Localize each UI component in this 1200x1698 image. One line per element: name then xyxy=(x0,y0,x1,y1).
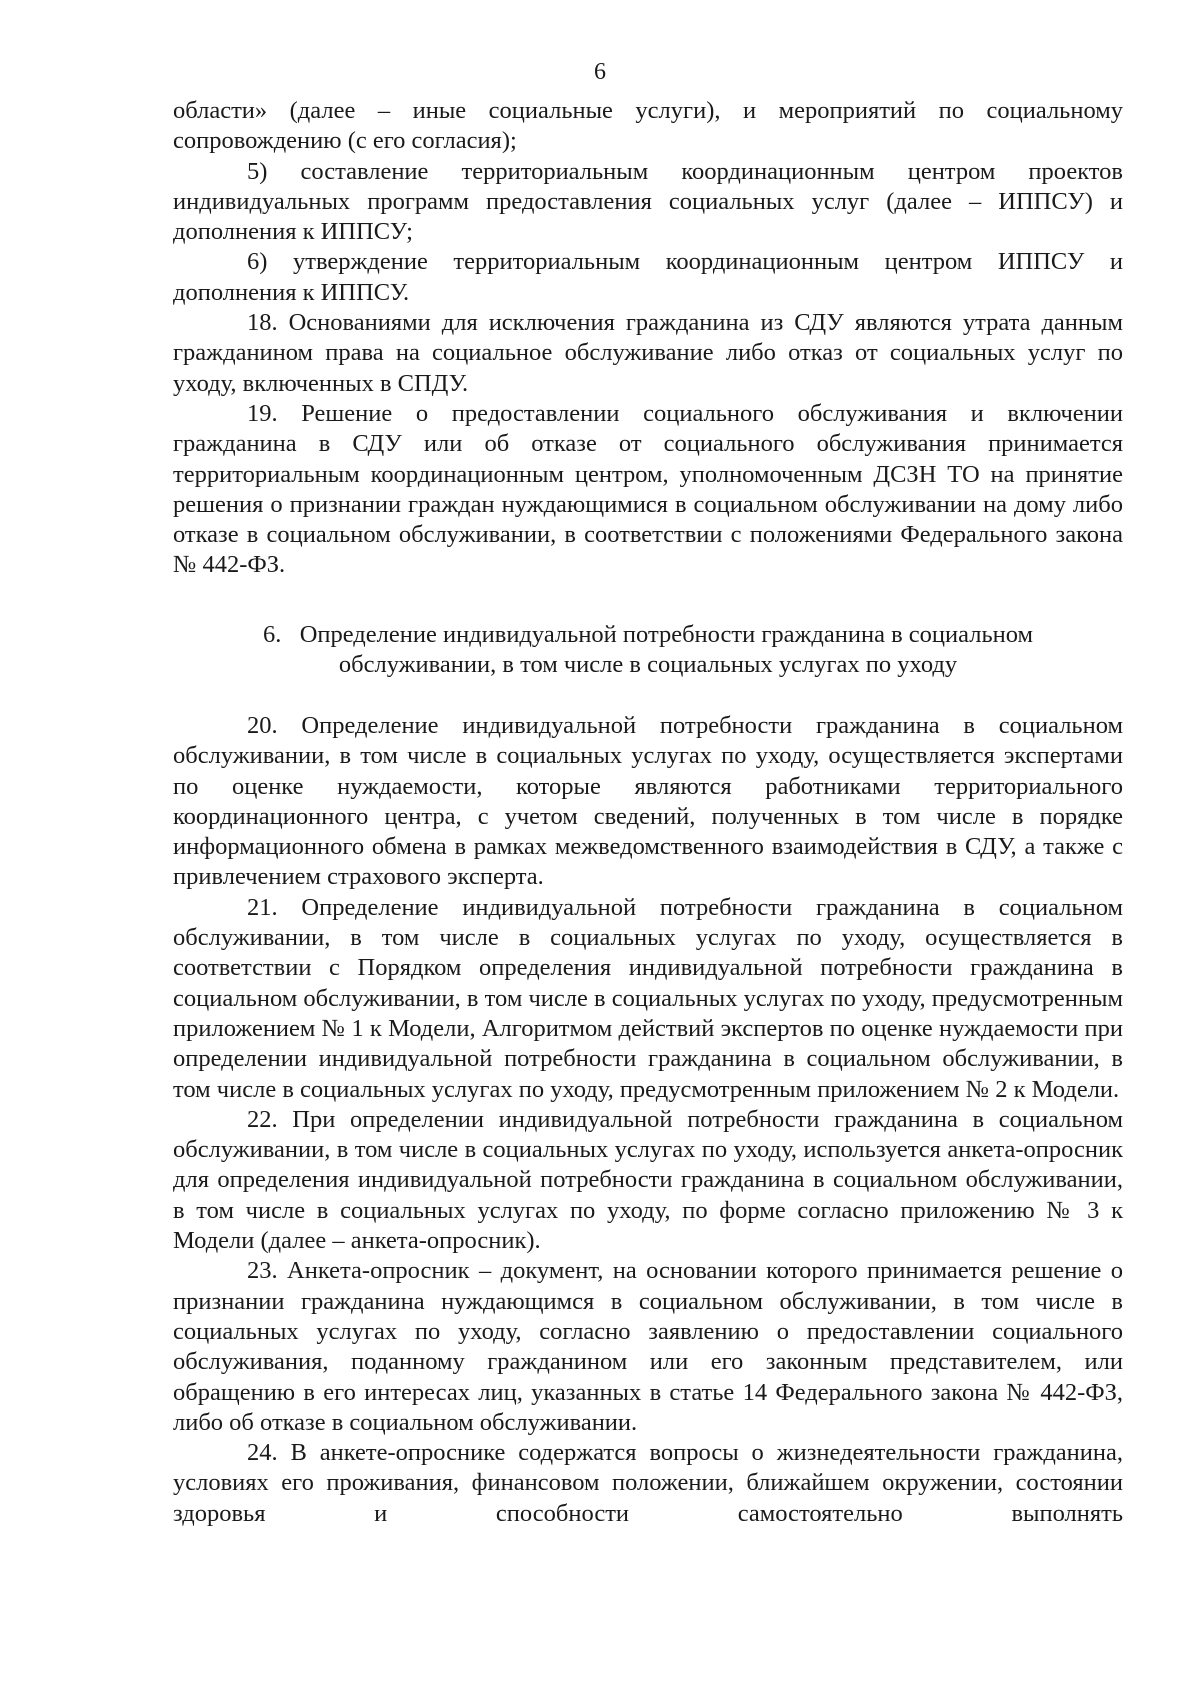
paragraph-20: 20. Определение индивидуальной потребности гражданина в социальном обслуживании, в том числе в социальных услугах по уходу, осуществляется экспертами по оценке нуждаемости, которые являются работниками территориального координационного центра, с учетом сведений, полученных в том числе в порядке информационного обмена в рамках межведомственного взаимодействия в СДУ, а также с привлечением страхового эксперта. xyxy=(173,712,1123,891)
section-heading-line-2: обслуживании, в том числе в социальных услугах по уходу xyxy=(338,651,958,679)
top-text-block xyxy=(173,96,1123,581)
paragraph-item-6: 6) утверждение территориальным координационным центром ИППСУ и дополнения к ИППСУ. xyxy=(173,248,1123,306)
paragraph-18: 18. Основаниями для исключения гражданина из СДУ являются утрата данным гражданином права на социальное обслуживание либо отказ от социальных услуг по уходу, включенных в СПДУ. xyxy=(173,309,1123,397)
paragraph-23: 23. Анкета-опросник – документ, на основании которого принимается решение о признании гражданина нуждающимся в социальном обслуживании, в том числе в социальных услугах по уходу, согласно заявлению о предоставлении социального обслуживания, поданному гражданином или его законным представителем, или обращению в его интересах лиц, указанных в статье 14 Федерального закона № 442-ФЗ, либо об отказе в социальном обслуживании. xyxy=(173,1257,1123,1436)
paragraph-21: 21. Определение индивидуальной потребности гражданина в социальном обслуживании, в том числе в социальных услугах по уходу, осуществляется в соответствии с Порядком определения индивидуальной потребности гражданина в социальном обслуживании, в том числе в социальных услугах по уходу, предусмотренным приложением № 1 к Модели, Алгоритмом действий экспертов по оценке нуждаемости при определении индивидуальной потребности гражданина в социальном обслуживании, в том числе в социальных услугах по уходу, предусмотренным приложением № 2 к Модели. xyxy=(173,893,1123,1103)
page-number: 6 xyxy=(594,59,606,85)
section-heading-line-1: 6. Определение индивидуальной потребности гражданина в социальном xyxy=(262,621,1034,648)
paragraph-24: 24. В анкете-опроснике содержатся вопросы о жизнедеятельности гражданина, условиях его проживания, финансовом положении, ближайшем окружении, состоянии здоровья и способности самостоятельно выполнять xyxy=(173,1439,1123,1527)
paragraph-19: 19. Решение о предоставлении социального обслуживания и включении гражданина в СДУ или об отказе от социального обслуживания принимается территориальным координационным центром, уполномоченным ДСЗН ТО на принятие решения о признании граждан нуждающимися в социальном обслуживании на дому либо отказе в социальном обслуживании, в соответствии с положениями Федерального закона № 442-ФЗ. xyxy=(173,399,1123,579)
bottom-text-block xyxy=(173,711,1123,1529)
section-heading xyxy=(173,620,1123,681)
paragraph-item-5: 5) составление территориальным координационным центром проектов индивидуальных программ предоставления социальных услуг (далее – ИППСУ) и дополнения к ИППСУ; xyxy=(173,157,1123,246)
paragraph-continuation: области» (далее – иные социальные услуги), и мероприятий по социальному сопровождению (с его согласия); xyxy=(173,97,1123,155)
paragraph-22: 22. При определении индивидуальной потребности гражданина в социальном обслуживании, в том числе в социальных услугах по уходу, используется анкета-опросник для определения индивидуальной потребности гражданина в социальном обслуживании, в том числе в социальных услугах по уходу, по форме согласно приложению № 3 к Модели (далее – анкета-опросник). xyxy=(173,1105,1123,1255)
